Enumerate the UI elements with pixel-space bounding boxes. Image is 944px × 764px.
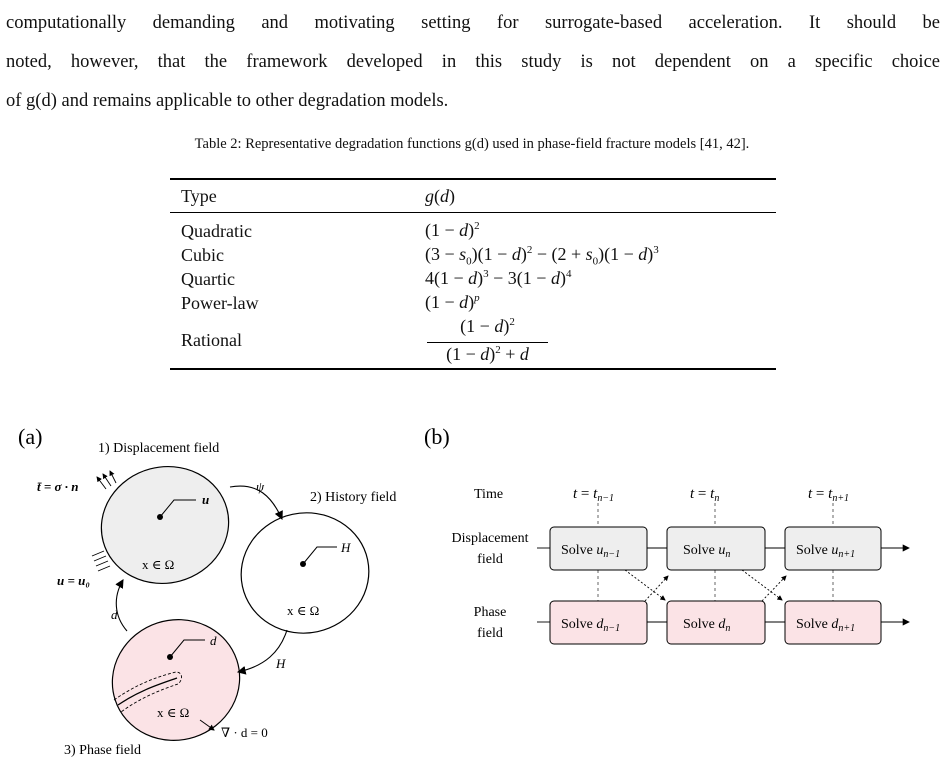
time-label: Time: [474, 487, 504, 502]
d-arrow-label: d: [111, 607, 118, 622]
table-row-formula-numerator: $(1 - d)^2$: [460, 316, 515, 336]
displacement-row-label-1: Displacement: [451, 531, 529, 546]
solve-d-label: Solve $d_{n-1}$: [561, 617, 621, 634]
table-row-formula: $(1 - d)^2$: [425, 220, 480, 240]
paragraph-line-3: of g(d) and remains applicable to other degradation models.: [6, 91, 449, 111]
table-header-formula: g(d): [425, 186, 455, 206]
u-label: u: [202, 492, 210, 507]
table-row-formula: $4(1 - d)^3 - 3(1 - d)^4$: [425, 268, 572, 288]
table-row-type: Cubic: [181, 245, 224, 265]
traction-bc-label: t̄ = σ · n: [37, 479, 79, 494]
panel-label-b: (b): [424, 424, 450, 449]
time-n-minus-1: $t = t_{n-1}$: [573, 486, 615, 504]
time-n: $t = t_n$: [690, 486, 720, 504]
table-row-formula: $(1 - d)^p$: [425, 292, 480, 312]
d-arrow: [116, 580, 127, 631]
table-row-type: Quadratic: [181, 221, 252, 241]
paragraph-line-2: noted, however, that the framework developed in this study is not dependent on a specific choice: [6, 52, 940, 72]
dirichlet-hatch: [92, 551, 110, 571]
displacement-field-title: 1) Displacement field: [98, 441, 220, 456]
h-arrow-label: H: [276, 656, 286, 671]
table-row-formula-denominator: $(1 - d)^2 + d$: [446, 344, 529, 364]
table-row-type: Rational: [181, 330, 242, 350]
traction-arrows: [97, 471, 116, 489]
phase-domain-label: x ∈ Ω: [157, 705, 190, 720]
time-n-plus-1: $t = t_{n+1}$: [808, 486, 850, 504]
history-field-title: 2) History field: [310, 490, 397, 505]
table-caption: Table 2: Representative degradation functions g(d) used in phase-field fracture models [41, 42].: [194, 136, 750, 152]
solve-u-label: Solve $u_{n+1}$: [796, 543, 856, 560]
history-domain-ellipse: [230, 501, 380, 645]
phase-field-title: 3) Phase field: [64, 743, 141, 758]
solve-d-label: Solve $d_n$: [683, 617, 731, 634]
displacement-row-label-2: field: [477, 552, 503, 567]
d-label: d: [210, 633, 217, 648]
table-row-type: Quartic: [181, 269, 235, 289]
h-label: H: [341, 540, 351, 555]
solve-d-label: Solve $d_{n+1}$: [796, 617, 856, 634]
history-domain-label: x ∈ Ω: [287, 603, 320, 618]
solve-u-label: Solve $u_{n-1}$: [561, 543, 621, 560]
table-row-type: Power-law: [181, 293, 259, 313]
paragraph-line-1: computationally demanding and motivating setting for surrogate-based acceleration. It should be: [6, 13, 940, 33]
neumann-bc-label: ∇ · d = 0: [221, 725, 268, 740]
phase-row-label-2: field: [477, 626, 503, 641]
phase-row-label-1: Phase: [473, 605, 507, 620]
table-header-type: Type: [181, 186, 217, 206]
coupling-arrows: [625, 570, 786, 601]
table-row-formula: $(3 - s_0)(1 - d)^2 - (2 + s_0)(1 - d)^3$: [425, 244, 659, 268]
displacement-domain-label: x ∈ Ω: [142, 557, 175, 572]
dirichlet-bc-label: u = u₀: [57, 573, 90, 588]
panel-label-a: (a): [18, 424, 43, 449]
solve-u-label: Solve $u_n$: [683, 543, 731, 560]
psi-label: ψ: [256, 479, 265, 494]
